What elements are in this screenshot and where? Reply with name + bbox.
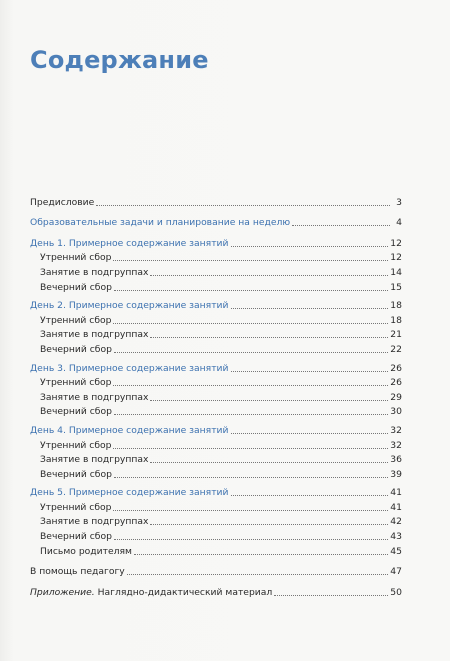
dot-leader [114,477,388,478]
dot-leader [150,462,388,463]
toc-entry-label: Занятие в подгруппах [40,454,149,466]
toc-page-number: 15 [390,281,402,293]
toc-page-number: 18 [390,300,402,312]
toc-subentry[interactable] [30,326,402,341]
toc-page-number: 18 [390,314,402,326]
toc-entry-day-3[interactable] [30,359,402,374]
toc-subentry[interactable] [30,278,402,293]
toc-entry-label: Утренний сбор [40,377,112,389]
toc-page-number: 3 [396,196,402,208]
toc-entry-planning[interactable] [30,214,402,229]
toc-page-number: 50 [390,586,402,598]
dot-leader [114,539,388,540]
toc-page-number: 12 [390,252,402,264]
toc-page-number: 41 [390,487,402,499]
toc-page-number: 12 [390,237,402,249]
toc-page-number: 4 [396,217,402,229]
toc-entry-label: Утренний сбор [40,314,112,326]
toc-subentry[interactable] [30,403,402,418]
toc-subentry[interactable] [30,340,402,355]
toc-subentry[interactable] [30,498,402,513]
dot-leader [134,554,388,555]
toc-subentry[interactable] [30,263,402,278]
page-title: Содержание [30,46,209,74]
toc-entry-preface[interactable] [30,193,402,208]
toc-entry-appendix[interactable] [30,583,402,598]
toc-entry-label: Занятие в подгруппах [40,266,149,278]
toc-entry-label: Письмо родителям [40,545,132,557]
toc-page-number: 29 [390,391,402,403]
dot-leader [231,495,389,496]
toc-page-number: 47 [390,566,402,578]
dot-leader [114,414,388,415]
toc-page-number: 14 [390,266,402,278]
toc-page-number: 32 [390,424,402,436]
toc-subentry[interactable] [30,249,402,264]
dot-leader [274,595,388,596]
dot-leader [150,400,388,401]
toc-entry-label: Занятие в подгруппах [40,391,149,403]
toc-entry-label: День 5. Примерное содержание занятий [30,487,229,499]
dot-leader [113,385,388,386]
dot-leader [113,323,388,324]
toc-subentry[interactable] [30,451,402,466]
dot-leader [231,371,389,372]
toc-entry-day-5[interactable] [30,484,402,499]
dot-leader [231,433,389,434]
toc-page-number: 22 [390,343,402,355]
toc-entry-day-1[interactable] [30,234,402,249]
toc-entry-day-4[interactable] [30,421,402,436]
toc-subentry[interactable] [30,436,402,451]
dot-leader [127,574,389,575]
dot-leader [113,448,388,449]
toc-page-number: 26 [390,377,402,389]
dot-leader [150,275,388,276]
toc-entry-label: Вечерний сбор [40,531,112,543]
toc-page-number: 32 [390,439,402,451]
toc-entry-label: Предисловие [30,196,95,208]
table-of-contents [30,193,402,598]
toc-subentry[interactable] [30,374,402,389]
dot-leader [113,510,388,511]
dot-leader [292,225,390,226]
toc-entry-label: День 1. Примерное содержание занятий [30,237,229,249]
dot-leader [113,260,388,261]
toc-entry-label: День 2. Примерное содержание занятий [30,300,229,312]
toc-entry-label: Утренний сбор [40,252,112,264]
toc-entry-label: Вечерний сбор [40,468,112,480]
toc-page-number: 30 [390,406,402,418]
toc-entry-label: Вечерний сбор [40,406,112,418]
toc-page-number: 42 [390,516,402,528]
toc-entry-label: Вечерний сбор [40,281,112,293]
toc-subentry[interactable] [30,311,402,326]
toc-subentry[interactable] [30,465,402,480]
dot-leader [96,205,390,206]
toc-subentry[interactable] [30,388,402,403]
toc-entry-label: Утренний сбор [40,501,112,513]
toc-entry-day-2[interactable] [30,297,402,312]
dot-leader [231,308,389,309]
toc-page-number: 26 [390,362,402,374]
appendix-title: Наглядно-дидактический материал [94,586,273,598]
dot-leader [150,337,388,338]
toc-entry-label: Занятие в подгруппах [40,516,149,528]
toc-entry-label: День 3. Примерное содержание занятий [30,362,229,374]
toc-subentry[interactable] [30,513,402,528]
dot-leader [150,524,388,525]
toc-entry-label: Утренний сбор [40,439,112,451]
toc-page-number: 21 [390,329,402,341]
dot-leader [231,246,389,247]
toc-entry-teacher-help[interactable] [30,563,402,578]
toc-subentry[interactable] [30,542,402,557]
toc-page-number: 43 [390,531,402,543]
toc-subentry[interactable] [30,527,402,542]
toc-page-number: 39 [390,468,402,480]
dot-leader [114,290,388,291]
toc-page-number: 41 [390,501,402,513]
toc-entry-label: В помощь педагогу [30,566,125,578]
toc-entry-label: День 4. Примерное содержание занятий [30,424,229,436]
dot-leader [114,352,388,353]
toc-entry-label: Вечерний сбор [40,343,112,355]
toc-page-number: 36 [390,454,402,466]
toc-entry-label [30,588,272,598]
toc-entry-label: Образовательные задачи и планирование на неделю [30,217,291,229]
toc-page-number: 45 [390,545,402,557]
appendix-prefix: Приложение. [30,586,95,598]
toc-entry-label: Занятие в подгруппах [40,329,149,341]
